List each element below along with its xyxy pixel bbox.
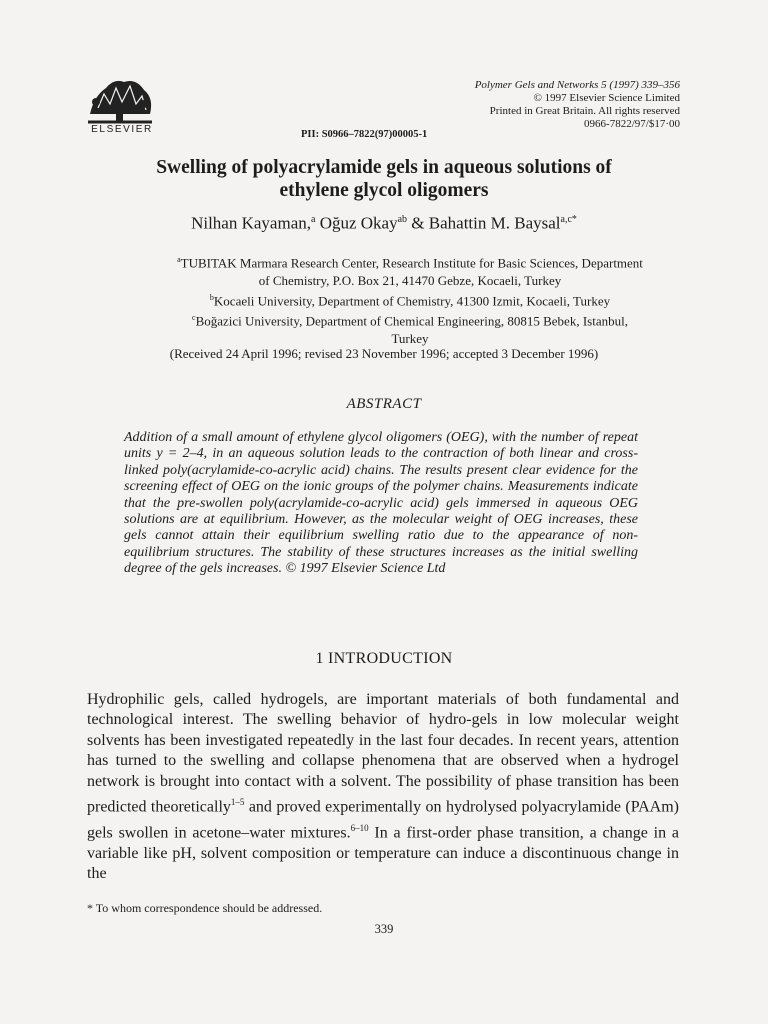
copyright-line: © 1997 Elsevier Science Limited <box>533 92 680 104</box>
affiliation-text: Kocaeli University, Department of Chemistry, 41300 Izmit, Kocaeli, Turkey <box>213 293 611 309</box>
pii-identifier: PII: S0966–7822(97)00005-1 <box>301 129 428 140</box>
affiliation-text: Boğazici University, Department of Chemical Engineering, 80815 Bebek, Istanbul, <box>195 313 628 329</box>
affiliation-b <box>150 289 670 310</box>
author-name: Oğuz Okay <box>319 213 398 233</box>
author-name: Bahattin M. Baysal <box>428 213 561 233</box>
intro-text-part-2: and proved experimentally on hydrolysed polyacrylamide (PAAm) gels swollen in acetone–water mixtures. <box>87 798 680 842</box>
author-list <box>60 210 708 234</box>
affiliation-text: TUBITAK Marmara Research Center, Research Institute for Basic Sciences, Department <box>180 255 643 271</box>
issn-line: 0966-7822/97/$17·00 <box>584 118 680 130</box>
title-line-2: ethylene glycol oligomers <box>279 180 489 201</box>
title-line-1: Swelling of polyacrylamide gels in aqueous solutions of <box>156 157 612 178</box>
author-name: Nilhan Kayaman, <box>191 213 311 233</box>
correspondence-footnote: * To whom correspondence should be addressed. <box>87 901 323 915</box>
section-heading-introduction: 1 INTRODUCTION <box>315 650 453 667</box>
page-number: 339 <box>374 922 394 936</box>
received-dates: (Received 24 April 1996; revised 23 November 1996; accepted 3 December 1996) <box>169 346 599 361</box>
intro-text-part-1: Hydrophilic gels, called hydrogels, are important materials of both fundamental and technological interest. The swelling behavior of hydro-gels in low molecular weight solvents has been investigated repeatedly in the last four decades. In recent years, attention has turned to the swelling and collapse phenomena that are observed when a hydrogel network is brought into contact with a solvent. The possibility of phase transition has been predicted theoretically <box>87 691 679 816</box>
affiliation-c <box>150 309 670 330</box>
affiliation-a-cont: of Chemistry, P.O. Box 21, 41470 Gebze, Kocaeli, Turkey <box>258 272 562 288</box>
citation-superscript: 6–10 <box>350 822 369 833</box>
abstract-heading: ABSTRACT <box>346 396 422 412</box>
affiliations <box>150 251 670 347</box>
affiliation-a <box>150 251 670 272</box>
affiliation-c-cont: Turkey <box>391 330 429 346</box>
printed-line: Printed in Great Britain. All rights reserved <box>489 105 680 117</box>
article-title <box>60 156 708 202</box>
author-affiliation-mark: a <box>310 214 316 225</box>
abstract-text: Addition of a small amount of ethylene glycol oligomers (OEG), with the number of repeat units y = 2–4, in an aqueous solution leads to the contraction of both linear and cross-linked poly(acrylamide-co-acrylic acid) chains. The results present clear evidence for the screening effect of OEG on the ionic groups of the polymer chains. Measurements indicate that the pre-swollen poly(acrylamide-co-acrylic acid) gels immersed in aqueous OEG solutions are at equilibrium. However, as the molecular weight of OEG increases, these gels cannot attain their equilibrium swelling ratio due to the appearance of non-equilibrium structures. The stability of these structures increases as the initial swelling degree of the gels increases. © 1997 Elsevier Science Ltd <box>124 430 638 577</box>
intro-text-part-3: In a first-order phase transition, a change in a variable like pH, solvent composition or temperature can induce a discontinuous change in the <box>87 824 679 882</box>
citation-superscript: 1–5 <box>230 797 245 808</box>
author-affiliation-mark: a,c* <box>560 214 577 225</box>
author-affiliation-mark: ab <box>397 214 408 225</box>
affiliation-mark: b <box>209 292 214 302</box>
affiliation-mark: c <box>192 313 196 323</box>
introduction-paragraph <box>87 690 679 884</box>
affiliation-mark: a <box>177 255 181 264</box>
journal-citation: Polymer Gels and Networks 5 (1997) 339–356 <box>474 79 680 91</box>
publisher-logo-word: ELSEVIER <box>91 124 153 135</box>
author-separator: & <box>411 213 425 233</box>
journal-citation-block <box>360 79 680 131</box>
